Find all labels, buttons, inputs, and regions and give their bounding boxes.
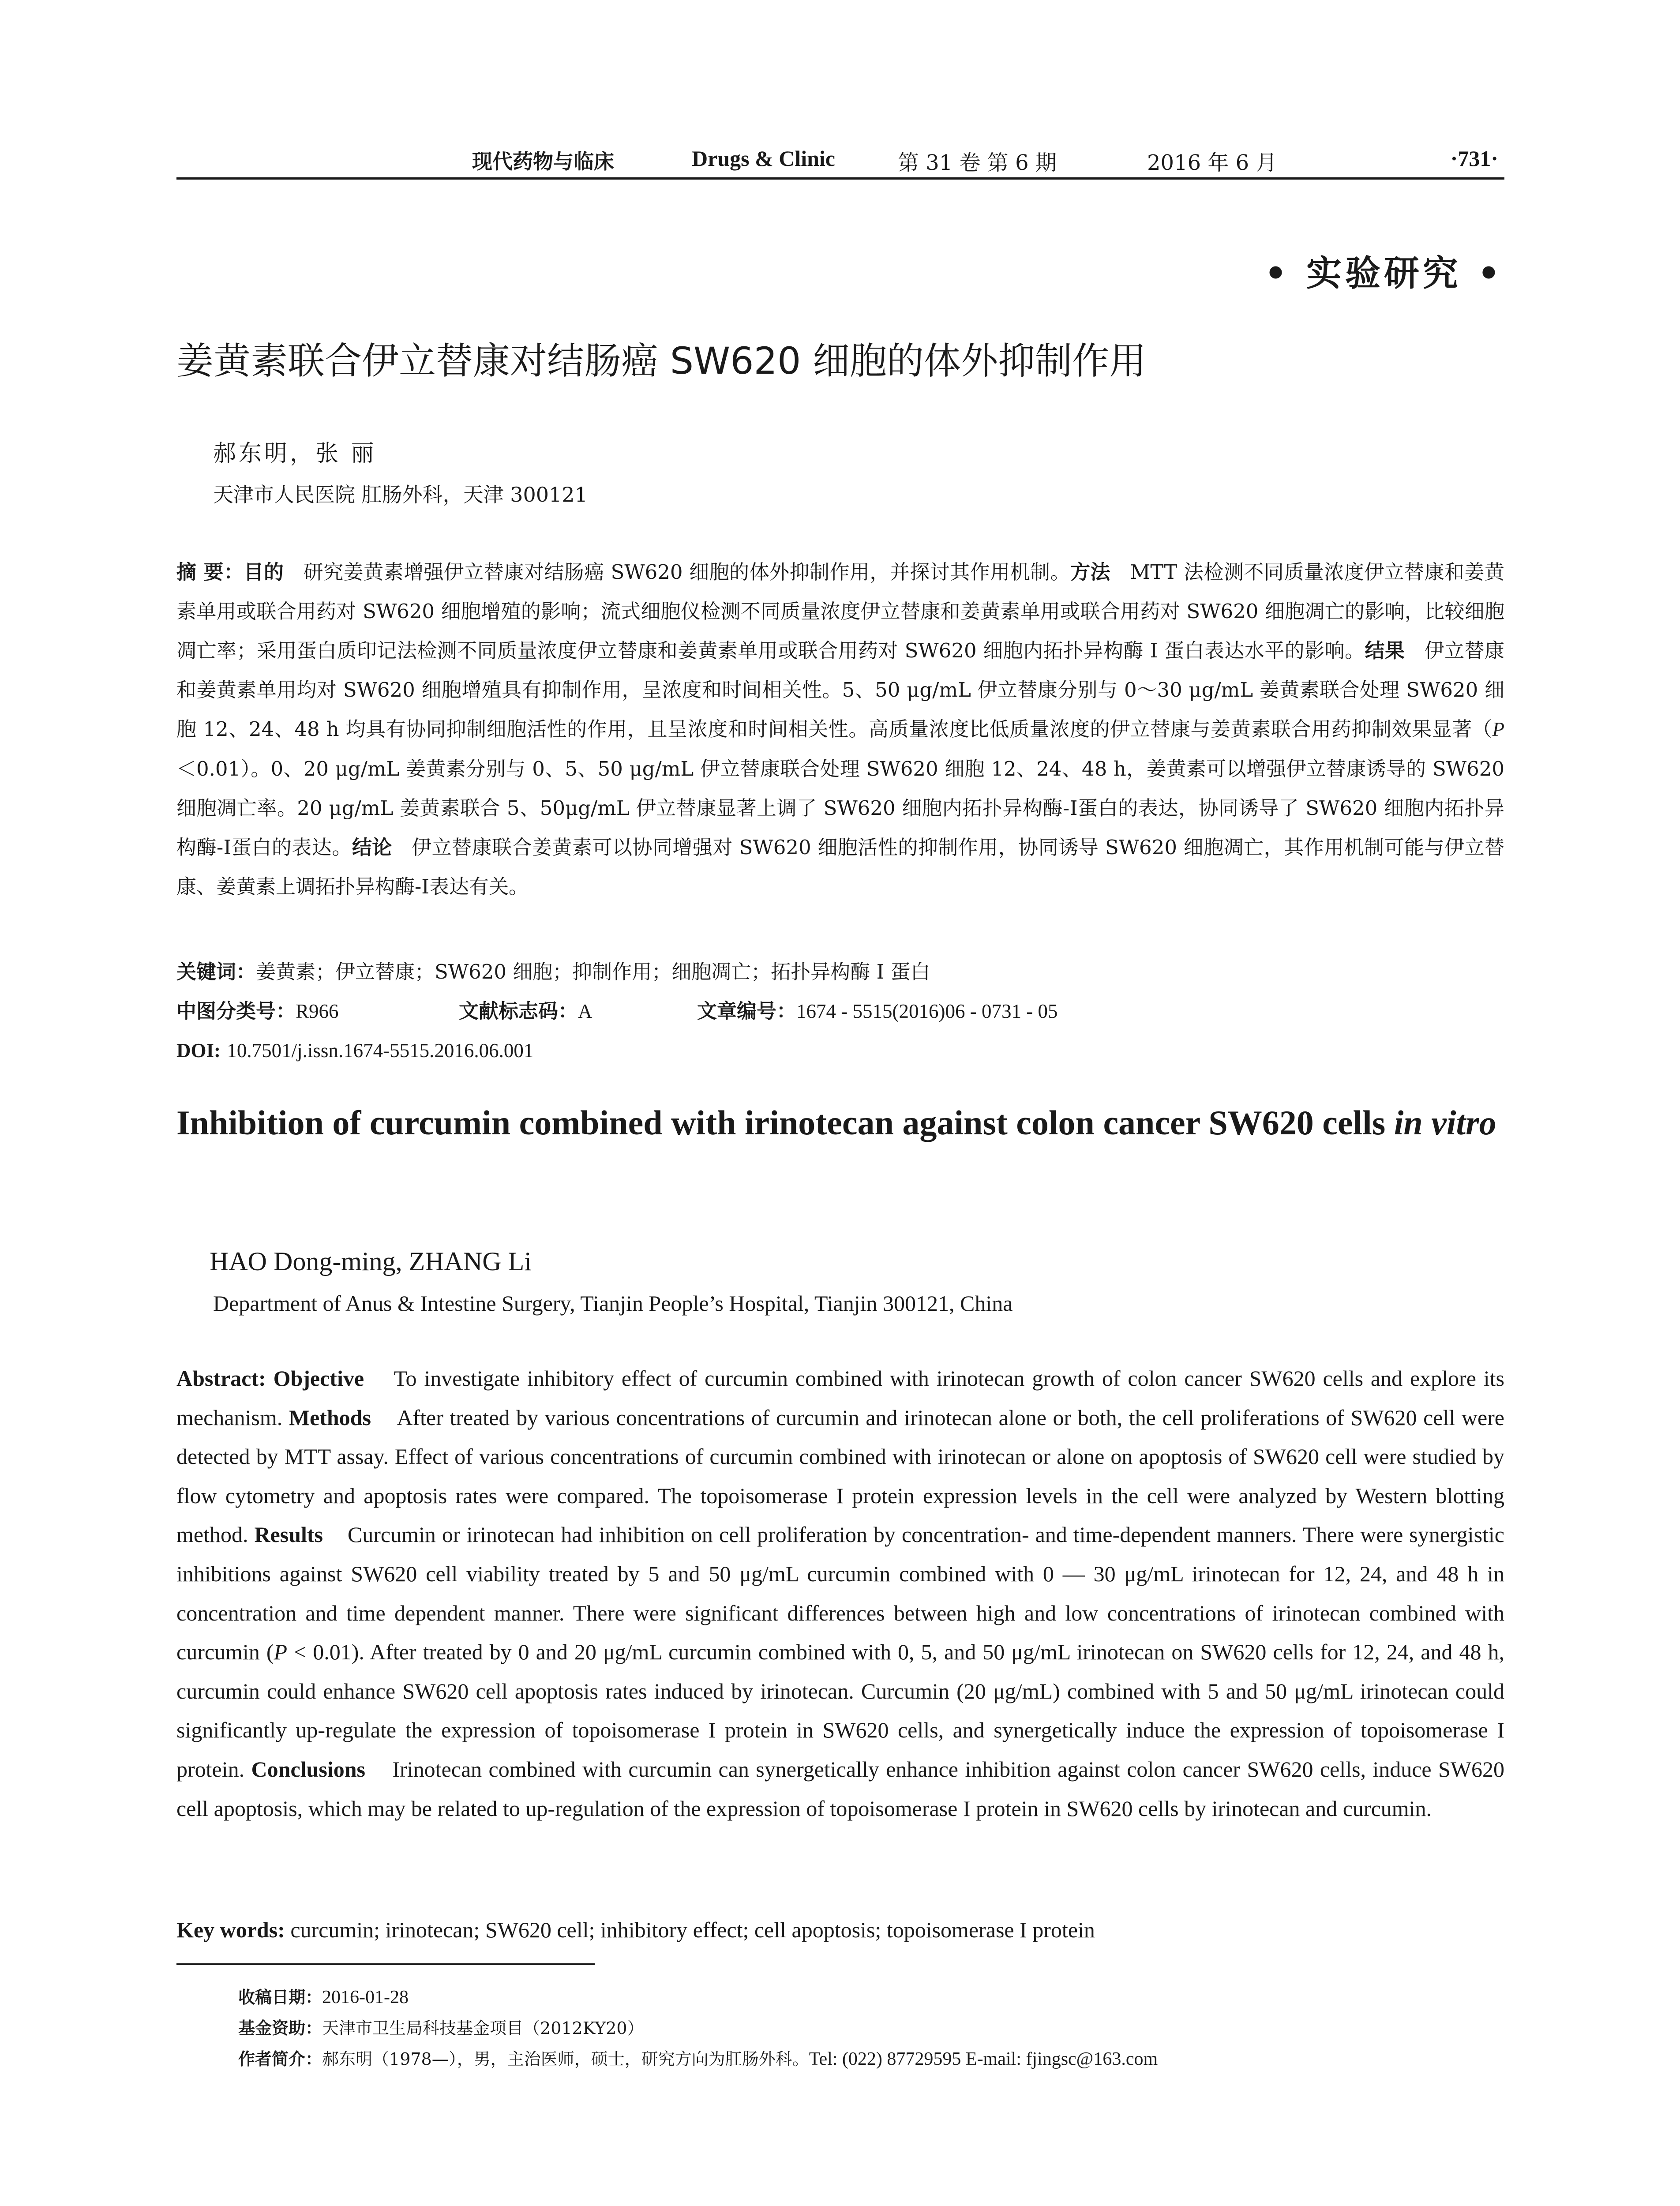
author-bio (238, 2044, 1504, 2075)
article-number-value: 1674 - 5515(2016)06 - 0731 - 05 (796, 1000, 1058, 1022)
results-en-label: Results (254, 1522, 323, 1547)
objective-cn-label: 目的 (244, 560, 284, 584)
methods-cn: MTT 法检测不同质量浓度伊立替康和姜黄素单用或联合用药对 SW620 细胞增殖的影响；流式细胞仪检测不同质量浓度伊立替康和姜黄素单用或联合用药对 SW620 细胞凋亡的影响，比较细胞凋亡率；采用蛋白质印记法检测不同质量浓度伊立替康和姜黄素单用或联合用药对 SW620 细胞内拓扑异构酶 I 蛋白表达水平的影响。 (176, 560, 1504, 662)
abstract-en (176, 1359, 1504, 1828)
journal-name-cn: 现代药物与临床 (472, 150, 614, 173)
keywords-en-text: curcumin; irinotecan; SW620 cell; inhibitory effect; cell apoptosis; topoisomerase I protein (290, 1917, 1095, 1942)
volume-issue: 第 31 卷 第 6 期 (898, 150, 1057, 175)
conclusions-en-label: Conclusions (251, 1756, 365, 1782)
results-cn-label: 结果 (1365, 639, 1405, 662)
publication-date: 2016 年 6 月 (1147, 150, 1277, 175)
doc-code-value: A (578, 1000, 592, 1022)
affiliation-en: Department of Anus & Intestine Surgery, Tianjin People’s Hospital, Tianjin 300121, China (213, 1291, 1013, 1316)
doc-code-label: 文献标志码： (459, 999, 578, 1023)
keywords-en (176, 1910, 1504, 1949)
author-contact: Tel: (022) 87729595 E-mail: fjingsc@163.com (809, 2049, 1158, 2069)
received-date (238, 1982, 1504, 2013)
p-value-symbol-cn: P (1492, 718, 1504, 740)
objective-en: To investigate inhibitory effect of curcumin combined with irinotecan growth of colon cancer SW620 cells and explore its mechanism. (176, 1366, 1505, 1430)
methods-cn-label: 方法 (1070, 560, 1110, 584)
clc-value: R966 (296, 1000, 339, 1022)
keywords-en-label: Key words: (176, 1917, 285, 1942)
author-bio-label: 作者简介： (238, 2049, 322, 2069)
received-value: 2016-01-28 (322, 1987, 409, 2007)
results-cn-b: ＜0.01）。0、20 μg/mL 姜黄素分别与 0、5、50 μg/mL 伊立替康联合处理 SW620 细胞 12、24、48 h，姜黄素可以增强伊立替康诱导的 SW620 细胞凋亡率。20 μg/mL 姜黄素联合 5、50μg/mL 伊立替康显著上调了 SW620 细胞内拓扑异构酶-Ⅰ蛋白的表达，协同诱导了 SW620 细胞内拓扑异构酶-Ⅰ蛋白的表达。 (176, 757, 1504, 859)
classification-row (176, 991, 1504, 1031)
article-metadata-cn (176, 952, 1504, 1070)
column-label: • 实验研究 • (1264, 252, 1504, 294)
page-number: ·731· (1450, 146, 1498, 171)
funding (238, 2013, 1504, 2044)
results-cn-a: 伊立替康和姜黄素单用均对 SW620 细胞增殖具有抑制作用，呈浓度和时间相关性。5、50 μg/mL 伊立替康分别与 0～30 μg/mL 姜黄素联合处理 SW620 细胞 12、24、48 h 均具有协同抑制细胞活性的作用，且呈浓度和时间相关性。高质量浓度比低质量浓度的伊立替康与姜黄素联合用药抑制效果显著（ (176, 639, 1504, 741)
funding-value: 天津市卫生局科技基金项目（2012KY20） (322, 2018, 644, 2038)
affiliation-cn: 天津市人民医院 肛肠外科，天津 300121 (213, 483, 588, 506)
conclusion-cn-label: 结论 (352, 836, 392, 859)
conclusions-en: Irinotecan combined with curcumin can synergetically enhance inhibition against colon cancer SW620 cells, induce SW620 cell apoptosis, which may be related to up-regulation of the expression of topoisomerase I protein in SW620 cells by irinotecan and curcumin. (176, 1756, 1505, 1821)
keywords-cn-text: 姜黄素；伊立替康；SW620 细胞；抑制作用；细胞凋亡；拓扑异构酶 I 蛋白 (256, 960, 930, 983)
doi-value: 10.7501/j.issn.1674-5515.2016.06.001 (227, 1039, 534, 1062)
abstract-cn-label: 摘 要： (176, 560, 244, 584)
funding-label: 基金资助： (238, 2018, 322, 2038)
author-bio-value: 郝东明（1978—），男，主治医师，硕士，研究方向为肛肠外科。 (322, 2049, 809, 2069)
title-en (176, 1099, 1504, 1147)
journal-name-en: Drugs & Clinic (692, 146, 835, 171)
article-number-label: 文章编号： (697, 999, 797, 1023)
keywords-cn (176, 952, 1504, 991)
abstract-en-label: Abstract: Objective (176, 1366, 364, 1391)
methods-en-label: Methods (289, 1405, 371, 1430)
p-value-symbol-en: P (274, 1639, 288, 1665)
title-en-main: Inhibition of curcumin combined with irinotecan against colon cancer SW620 cells (176, 1103, 1394, 1142)
header-rule (176, 177, 1504, 180)
footnote-rule (176, 1963, 595, 1965)
doi-label: DOI: (176, 1039, 221, 1062)
results-en-b: < 0.01). After treated by 0 and 20 μg/mL curcumin combined with 0, 5, and 50 μg/mL irinotecan on SW620 cells for 12, 24, and 48 h, curcumin could enhance SW620 cell apoptosis rates induced by irinotecan. Curcumin (20 μg/mL) combined with 5 and 50 μg/mL irinotecan could significantly up-regulate the expression of topoisomerase I protein in SW620 cells, and synergetically induce the expression of topoisomerase I protein. (176, 1639, 1505, 1782)
footnotes (238, 1982, 1504, 2075)
keywords-cn-label: 关键词： (176, 960, 256, 983)
authors-en: HAO Dong-ming, ZHANG Li (210, 1247, 532, 1276)
conclusion-cn: 伊立替康联合姜黄素可以协同增强对 SW620 细胞活性的抑制作用，协同诱导 SW620 细胞凋亡，其作用机制可能与伊立替康、姜黄素上调拓扑异构酶-Ⅰ表达有关。 (176, 836, 1504, 898)
abstract-cn (176, 552, 1504, 906)
title-en-italic: in vitro (1394, 1103, 1496, 1142)
objective-cn: 研究姜黄素增强伊立替康对结肠癌 SW620 细胞的体外抑制作用，并探讨其作用机制。 (303, 560, 1071, 584)
clc-label: 中图分类号： (176, 999, 296, 1023)
authors-cn: 郝东明，张 丽 (213, 440, 377, 467)
methods-en: After treated by various concentrations of curcumin and irinotecan alone or both, the cell proliferations of SW620 cell were detected by MTT assay. Effect of various concentrations of curcumin combined with irinotecan or alone on apoptosis of SW620 cell were studied by flow cytometry and apoptosis rates were compared. The topoisomerase I protein expression levels in the cell were analyzed by Western blotting method. (176, 1405, 1504, 1547)
doi-row (176, 1031, 1504, 1070)
running-header (176, 140, 1504, 176)
title-cn: 姜黄素联合伊立替康对结肠癌 SW620 细胞的体外抑制作用 (176, 339, 1147, 383)
received-label: 收稿日期： (238, 1988, 322, 2007)
results-en-a: Curcumin or irinotecan had inhibition on cell proliferation by concentration- and time-dependent manners. There were synergistic inhibitions against SW620 cell viability treated by 5 and 50 μg/mL curcumin combined with 0 — 30 μg/mL irinotecan for 12, 24, and 48 h in concentration and time dependent manner. There were significant differences between high and low concentrations of irinotecan combined with curcumin ( (176, 1522, 1504, 1665)
